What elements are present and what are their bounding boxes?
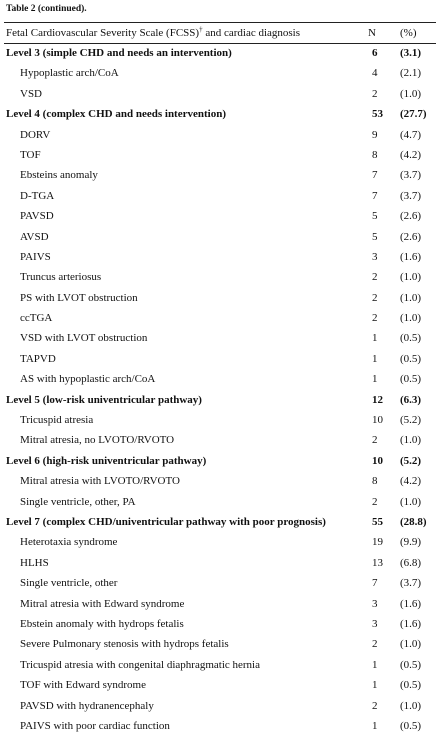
header-footnote-mark: † bbox=[199, 25, 203, 34]
table-row bbox=[0, 370, 440, 390]
row-label: VSD with LVOT obstruction bbox=[20, 332, 148, 345]
table-row bbox=[0, 228, 440, 248]
row-count: 53 bbox=[372, 108, 383, 121]
row-label: D-TGA bbox=[20, 189, 55, 202]
table-row-level bbox=[0, 452, 440, 472]
row-count: 2 bbox=[372, 434, 378, 447]
row-count: 2 bbox=[372, 638, 378, 651]
row-count: 1 bbox=[372, 352, 378, 365]
table-row bbox=[0, 533, 440, 553]
table-row bbox=[0, 615, 440, 635]
table-row bbox=[0, 85, 440, 105]
row-percent: (3.7) bbox=[400, 189, 422, 202]
row-percent: (4.7) bbox=[400, 128, 422, 141]
table-row bbox=[0, 635, 440, 655]
table-row bbox=[0, 187, 440, 207]
top-rule bbox=[4, 22, 436, 23]
table-row bbox=[0, 574, 440, 594]
table-row bbox=[0, 656, 440, 676]
row-count: 8 bbox=[372, 475, 378, 488]
row-count: 10 bbox=[372, 414, 383, 427]
row-percent: (27.7) bbox=[400, 108, 427, 121]
row-count: 3 bbox=[372, 597, 378, 610]
table-header bbox=[0, 25, 440, 43]
row-percent: (0.5) bbox=[400, 373, 422, 386]
row-label: Truncus arteriosus bbox=[20, 271, 102, 284]
row-label: VSD bbox=[20, 87, 43, 100]
table-row bbox=[0, 248, 440, 268]
row-percent: (4.2) bbox=[400, 148, 422, 161]
row-count: 6 bbox=[372, 47, 378, 59]
table-row bbox=[0, 207, 440, 227]
row-label: PS with LVOT obstruction bbox=[20, 291, 138, 304]
table-row bbox=[0, 146, 440, 166]
row-label: TOF bbox=[20, 148, 41, 161]
table-body bbox=[0, 44, 440, 737]
row-count: 8 bbox=[372, 148, 378, 161]
row-count: 55 bbox=[372, 515, 383, 528]
row-count: 2 bbox=[372, 312, 378, 325]
row-percent: (2.6) bbox=[400, 230, 422, 243]
row-percent: (3.7) bbox=[400, 169, 422, 182]
row-percent: (1.0) bbox=[400, 495, 422, 508]
header-diagnosis-text: Fetal Cardiovascular Severity Scale (FCSS) bbox=[6, 27, 200, 39]
table-row-level bbox=[0, 391, 440, 411]
table-row bbox=[0, 350, 440, 370]
row-label: Level 3 (simple CHD and needs an intervention) bbox=[6, 47, 232, 59]
row-count: 10 bbox=[372, 454, 383, 467]
row-count: 5 bbox=[372, 230, 378, 243]
table-row bbox=[0, 493, 440, 513]
row-count: 19 bbox=[372, 536, 383, 549]
row-percent: (28.8) bbox=[400, 515, 427, 528]
row-percent: (1.0) bbox=[400, 271, 422, 284]
row-count: 1 bbox=[372, 719, 378, 732]
row-count: 2 bbox=[372, 495, 378, 508]
row-label: AS with hypoplastic arch/CoA bbox=[20, 373, 156, 386]
row-percent: (1.0) bbox=[400, 312, 422, 325]
row-label: ccTGA bbox=[20, 312, 53, 325]
row-percent: (6.8) bbox=[400, 556, 422, 569]
table-row-level bbox=[0, 105, 440, 125]
row-count: 13 bbox=[372, 556, 383, 569]
row-label: PAIVS with poor cardiac function bbox=[20, 719, 170, 732]
row-label: AVSD bbox=[20, 230, 49, 243]
table-row bbox=[0, 64, 440, 84]
row-label: Single ventricle, other, PA bbox=[20, 495, 136, 508]
row-label: TOF with Edward syndrome bbox=[20, 679, 146, 692]
row-percent: (1.0) bbox=[400, 87, 422, 100]
table-row bbox=[0, 472, 440, 492]
row-count: 2 bbox=[372, 699, 378, 712]
row-percent: (0.5) bbox=[400, 658, 422, 671]
table-row bbox=[0, 329, 440, 349]
row-label: TAPVD bbox=[20, 352, 56, 365]
header-diagnosis bbox=[6, 27, 300, 39]
row-percent: (0.5) bbox=[400, 332, 422, 345]
row-percent: (9.9) bbox=[400, 536, 422, 549]
row-percent: (0.5) bbox=[400, 719, 422, 732]
row-count: 7 bbox=[372, 189, 378, 202]
row-count: 5 bbox=[372, 210, 378, 223]
row-label: Level 7 (complex CHD/univentricular pathway with poor prognosis) bbox=[6, 515, 326, 528]
row-label: PAIVS bbox=[20, 250, 51, 263]
row-label: Level 5 (low-risk univentricular pathway) bbox=[6, 393, 202, 406]
row-label: Heterotaxia syndrome bbox=[20, 536, 118, 549]
header-diagnosis-tail: and cardiac diagnosis bbox=[202, 27, 301, 39]
row-label: Level 6 (high-risk univentricular pathway) bbox=[6, 454, 207, 467]
table-row bbox=[0, 717, 440, 737]
row-count: 1 bbox=[372, 679, 378, 692]
row-percent: (3.7) bbox=[400, 577, 422, 590]
table-row bbox=[0, 554, 440, 574]
table-row bbox=[0, 676, 440, 696]
table-row bbox=[0, 595, 440, 615]
row-count: 7 bbox=[372, 169, 378, 182]
row-percent: (2.6) bbox=[400, 210, 422, 223]
row-label: DORV bbox=[20, 128, 51, 141]
row-label: Single ventricle, other bbox=[20, 577, 118, 590]
row-percent: (5.2) bbox=[400, 454, 422, 467]
table-row bbox=[0, 166, 440, 186]
row-percent: (5.2) bbox=[400, 414, 422, 427]
row-label: Mitral atresia with LVOTO/RVOTO bbox=[20, 475, 180, 488]
row-percent: (1.0) bbox=[400, 699, 422, 712]
row-count: 2 bbox=[372, 271, 378, 284]
table-row bbox=[0, 268, 440, 288]
row-label: Ebstein anomaly with hydrops fetalis bbox=[20, 617, 184, 630]
header-n: N bbox=[368, 27, 376, 39]
row-count: 2 bbox=[372, 291, 378, 304]
row-count: 1 bbox=[372, 658, 378, 671]
table-row bbox=[0, 411, 440, 431]
row-percent: (1.0) bbox=[400, 638, 422, 651]
row-percent: (0.5) bbox=[400, 352, 422, 365]
table-row-level bbox=[0, 44, 440, 64]
header-percent: (%) bbox=[400, 27, 417, 39]
row-count: 1 bbox=[372, 373, 378, 386]
table-row bbox=[0, 309, 440, 329]
row-count: 3 bbox=[372, 250, 378, 263]
row-label: Level 4 (complex CHD and needs intervention) bbox=[6, 108, 226, 121]
row-percent: (1.6) bbox=[400, 250, 422, 263]
table-caption: Table 2 (continued). bbox=[6, 4, 87, 14]
row-label: Ebsteins anomaly bbox=[20, 169, 98, 182]
row-label: Tricuspid atresia bbox=[20, 414, 94, 427]
row-count: 12 bbox=[372, 393, 383, 406]
row-percent: (3.1) bbox=[400, 47, 422, 59]
table-row bbox=[0, 431, 440, 451]
row-count: 2 bbox=[372, 87, 378, 100]
row-count: 7 bbox=[372, 577, 378, 590]
row-label: Tricuspid atresia with congenital diaphragmatic hernia bbox=[20, 658, 260, 671]
row-percent: (4.2) bbox=[400, 475, 422, 488]
table-row bbox=[0, 289, 440, 309]
row-count: 3 bbox=[372, 617, 378, 630]
row-percent: (1.0) bbox=[400, 291, 422, 304]
row-percent: (2.1) bbox=[400, 67, 422, 80]
table-row bbox=[0, 697, 440, 717]
table-row bbox=[0, 126, 440, 146]
row-label: HLHS bbox=[20, 556, 49, 569]
row-percent: (1.0) bbox=[400, 434, 422, 447]
row-label: Severe Pulmonary stenosis with hydrops fetalis bbox=[20, 638, 229, 651]
row-label: Mitral atresia with Edward syndrome bbox=[20, 597, 185, 610]
row-percent: (6.3) bbox=[400, 393, 422, 406]
row-label: Hypoplastic arch/CoA bbox=[20, 67, 119, 80]
row-label: PAVSD with hydranencephaly bbox=[20, 699, 154, 712]
row-count: 9 bbox=[372, 128, 378, 141]
row-percent: (0.5) bbox=[400, 679, 422, 692]
row-percent: (1.6) bbox=[400, 597, 422, 610]
row-count: 4 bbox=[372, 67, 378, 80]
row-count: 1 bbox=[372, 332, 378, 345]
row-label: Mitral atresia, no LVOTO/RVOTO bbox=[20, 434, 175, 447]
row-percent: (1.6) bbox=[400, 617, 422, 630]
table-row-level bbox=[0, 513, 440, 533]
row-label: PAVSD bbox=[20, 210, 54, 223]
